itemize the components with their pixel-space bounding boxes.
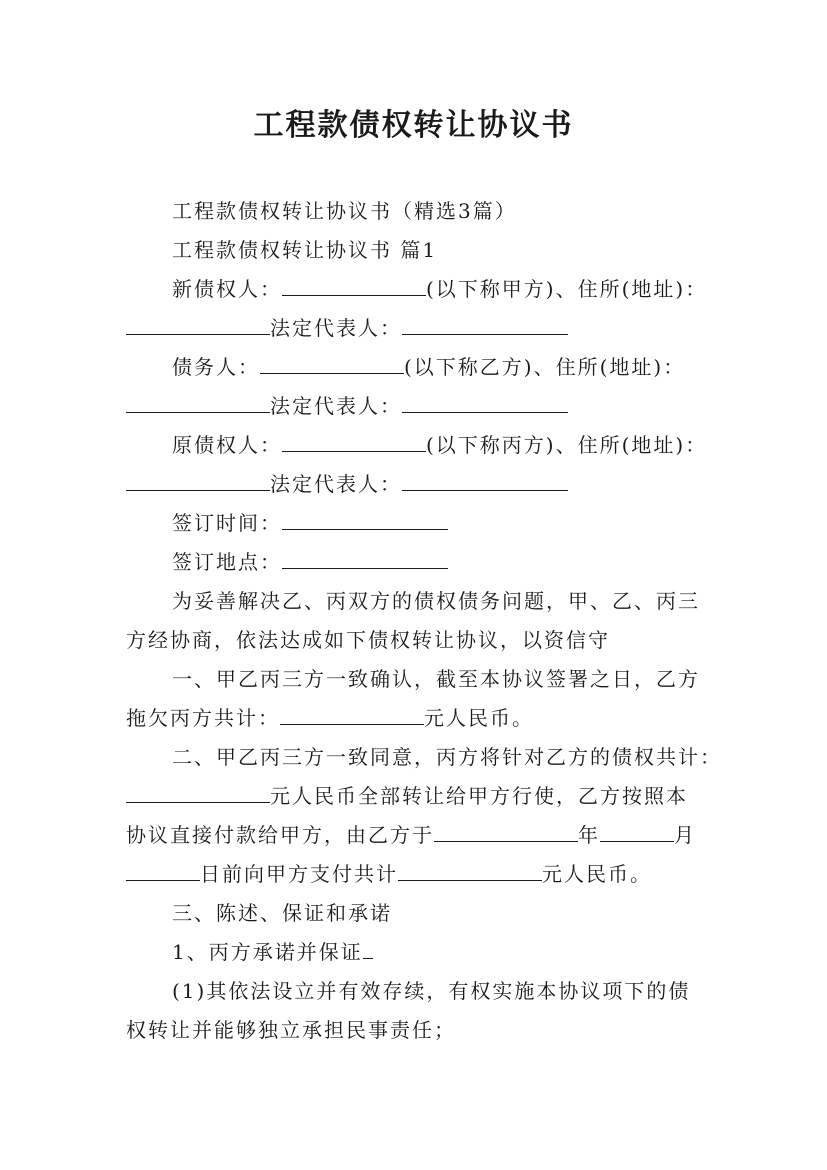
clause-two-date [126, 816, 696, 854]
blank-field [600, 818, 674, 842]
blank-field [126, 467, 270, 491]
line-text: 工程款债权转让协议书（精选3篇） [172, 199, 517, 223]
line-text: 三、陈述、保证和承诺 [172, 901, 392, 925]
line-text: 日前向甲方支付共计 [200, 862, 398, 886]
document-title: 工程款债权转让协议书 [253, 108, 574, 143]
legal-rep-line [126, 387, 568, 425]
line-text: (1)其依法设立并有效存续，有权实施本协议项下的债 [172, 979, 691, 1003]
signing-place-line [172, 543, 448, 581]
blank-field [398, 857, 542, 881]
legal-rep-label: 法定代表人： [270, 316, 402, 340]
line-text: 1、丙方承诺并保证 [172, 940, 363, 964]
line-text: 协议直接付款给甲方，由乙方于 [126, 823, 434, 847]
clause-two [172, 738, 722, 776]
blank-field [402, 389, 568, 413]
line-text: 二、甲乙丙三方一致同意，丙方将针对乙方的债权共计： [172, 745, 722, 769]
party-original-creditor [172, 426, 707, 464]
paragraph-line [126, 621, 610, 659]
year-label: 年 [578, 823, 600, 847]
blank-field [282, 428, 426, 452]
address-label: (以下称丙方)、住所(地址)： [426, 433, 708, 457]
legal-rep-line [126, 309, 568, 347]
blank-field [126, 857, 200, 881]
clause-two-payment [126, 855, 652, 893]
line-text: 一、甲乙丙三方一致确认，截至本协议签署之日，乙方 [172, 667, 700, 691]
line-text: 为妥善解决乙、丙双方的债权债务问题，甲、乙、丙三 [172, 589, 700, 613]
blank-field [282, 545, 448, 569]
clause-three [172, 894, 392, 932]
line-text: 拖欠丙方共计： [126, 706, 280, 730]
line-text: 元人民币全部转让给甲方行使，乙方按照本 [270, 784, 688, 808]
blank-field [126, 311, 270, 335]
legal-rep-label: 法定代表人： [270, 472, 402, 496]
line-text: 方经协商，依法达成如下债权转让协议，以资信守 [126, 628, 610, 652]
clause-one-amount [126, 699, 534, 737]
address-label: (以下称乙方)、住所(地址)： [404, 355, 686, 379]
month-label: 月 [674, 823, 696, 847]
blank-field [434, 818, 578, 842]
clause-one [172, 660, 700, 698]
line-text: 元人民币。 [542, 862, 652, 886]
line-text: 工程款债权转让协议书 篇1 [172, 238, 438, 262]
signing-place-label: 签订地点： [172, 550, 282, 574]
blank-field [363, 935, 373, 959]
paragraph-line [172, 582, 700, 620]
address-label: (以下称甲方)、住所(地址)： [426, 277, 708, 301]
blank-field [126, 779, 270, 803]
section-heading [172, 231, 437, 269]
clause-two-amount [126, 777, 688, 815]
line-text: 元人民币。 [424, 706, 534, 730]
blank-field [282, 272, 426, 296]
clause-three-item [172, 933, 373, 971]
blank-field [260, 350, 404, 374]
signing-time-line [172, 504, 448, 542]
line-text: 权转让并能够独立承担民事责任； [126, 1018, 456, 1042]
party-debtor [172, 348, 685, 386]
signing-time-label: 签订时间： [172, 511, 282, 535]
legal-rep-label: 法定代表人： [270, 394, 402, 418]
blank-field [402, 467, 568, 491]
blank-field [280, 701, 424, 725]
clause-three-subitem [172, 972, 690, 1010]
paragraph-line [126, 1011, 456, 1049]
label-debtor: 债务人： [172, 355, 260, 379]
blank-field [282, 506, 448, 530]
subtitle-selection [172, 192, 517, 230]
label-new-creditor: 新债权人： [172, 277, 282, 301]
party-new-creditor [172, 270, 707, 308]
blank-field [126, 389, 270, 413]
legal-rep-line [126, 465, 568, 503]
blank-field [402, 311, 568, 335]
label-original-creditor: 原债权人： [172, 433, 282, 457]
